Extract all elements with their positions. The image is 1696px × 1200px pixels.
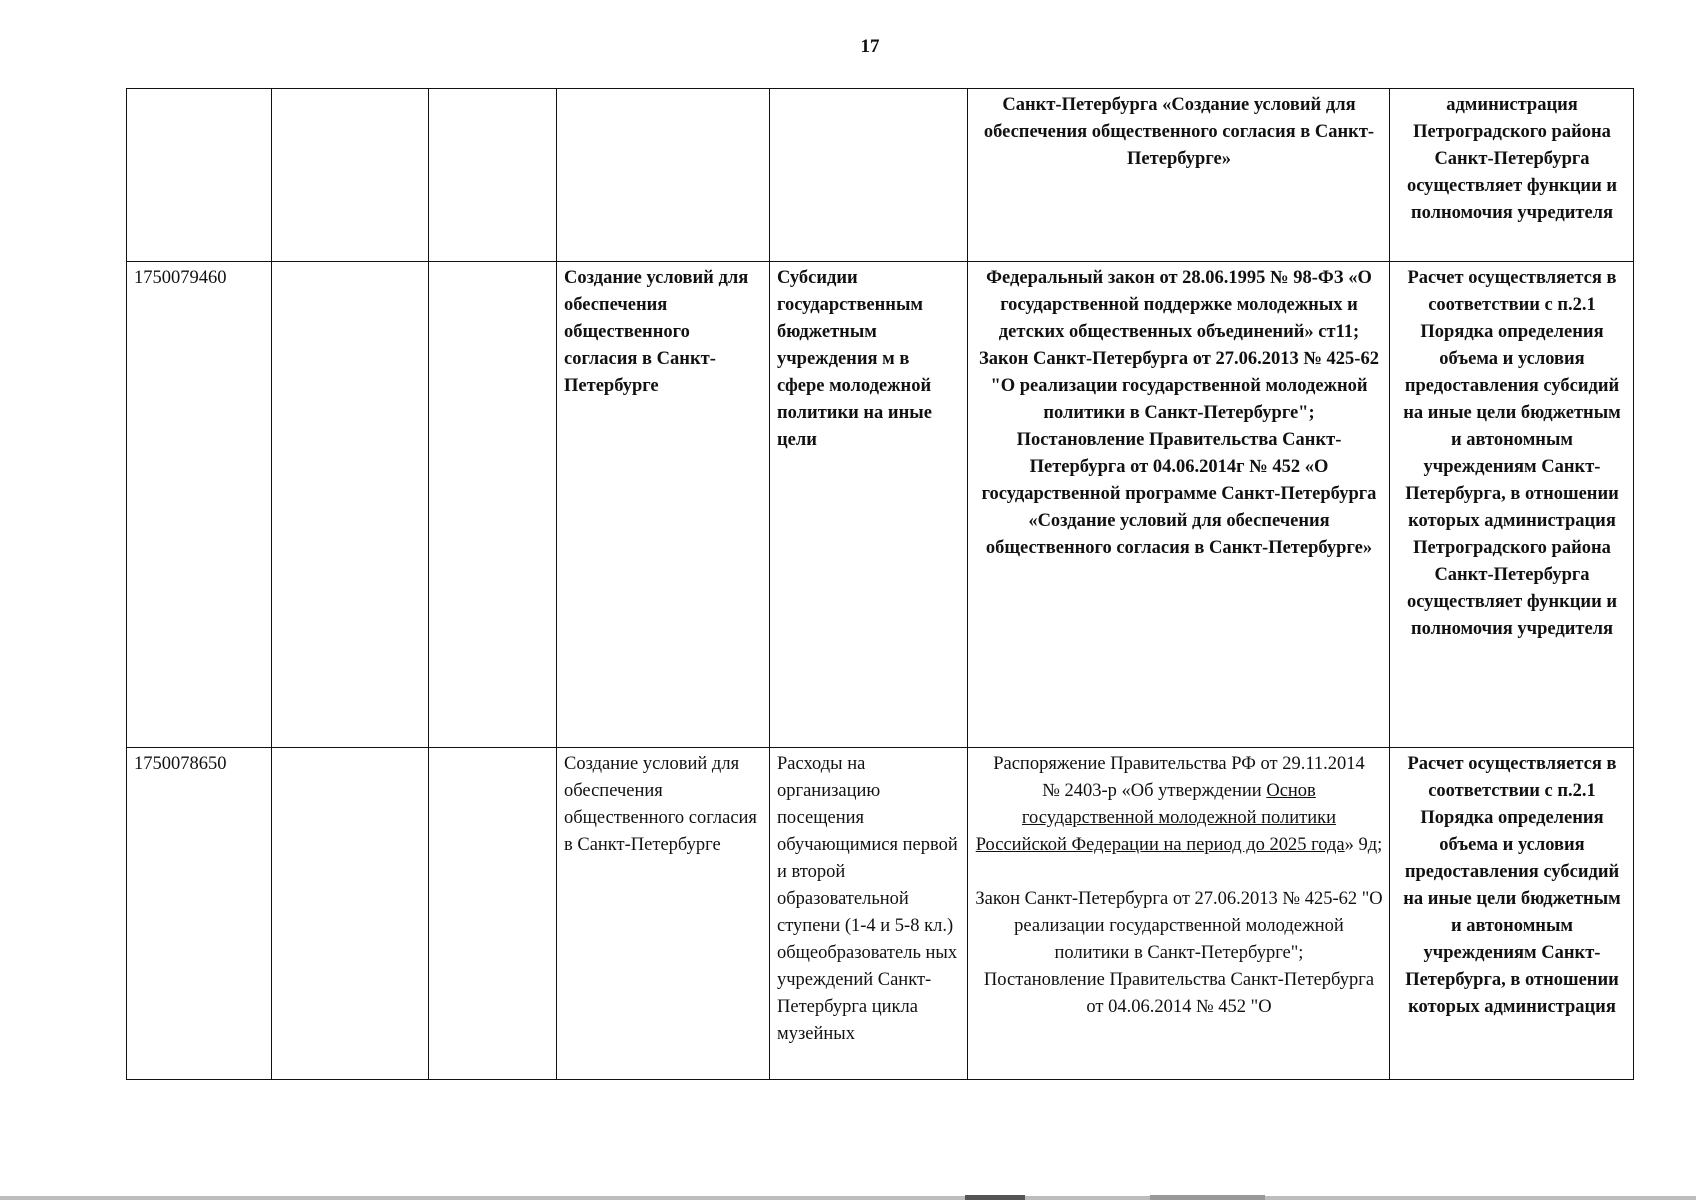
cell-col2 [272,262,428,747]
cell-col3 [429,89,556,261]
table-row [127,89,1634,262]
scan-mark [1150,1195,1265,1200]
cell-calculation: администрация Петроградского района Санкт-Петербурга осуществляет функции и полномочия учредителя [1406,95,1618,223]
cell-type: Субсидии государственным бюджетным учреждения м в сфере молодежной политики на иные цели [777,268,932,450]
cell-code: 1750079460 [134,268,227,288]
subsidy-table [126,88,1634,1080]
cell-col3 [429,748,556,1079]
cell-code: 1750078650 [134,754,227,774]
cell-legal-basis: Федеральный закон от 28.06.1995 № 98-ФЗ «О государственной поддержке молодежных и детских общественных объединений» ст11; Закон Санкт-Петербурга от 27.06.2013 № 425-62 "О реализации государственной молодежной политики в Санкт-Петербурге"; Постановление Правительства Санкт-Петербурга от 04.06.2014г № 452 «О государственной программе Санкт-Петербурга «Создание условий для обеспечения общественного согласия в Санкт-Петербурге» [979,268,1379,558]
cell-code [127,89,271,261]
cell-calculation: Расчет осуществляется в соответствии с п.2.1 Порядка определения объема и условия предоставления субсидий на иные цели бюджетным и автономным учреждениям Санкт-Петербурга, в отношении которых администрация Петроградского района Санкт-Петербурга осуществляет функции и полномочия учредителя [1403,268,1621,639]
cell-purpose: Создание условий для обеспечения общественного согласия в Санкт-Петербурге [564,754,757,855]
table-row [127,262,1634,748]
cell-purpose: Создание условий для обеспечения общественного согласия в Санкт-Петербурге [564,268,749,396]
legal-text-pre: Распоряжение Правительства РФ от 29.11.2014 № 2403-р «Об утверждении [993,754,1365,801]
cell-legal-basis [968,748,1389,1079]
page-number: 17 [860,36,880,57]
cell-purpose [557,89,769,261]
scan-bottom-edge [0,1196,1696,1200]
legal-text-post: » 9д; Закон Санкт-Петербурга от 27.06.2013 № 425-62 "О реализации государственной молодежной политики в Санкт-Петербурге"; Постановление Правительства Санкт-Петербурга от 04.06.2014 № 452 "О [975,835,1383,1017]
cell-col2 [272,89,428,261]
table-row [127,748,1634,1080]
scan-mark [965,1195,1025,1200]
cell-calculation: Расчет осуществляется в соответствии с п.2.1 Порядка определения объема и условия предоставления субсидий на иные цели бюджетным и автономным учреждениям Санкт-Петербурга, в отношении которых администрация [1403,754,1621,1017]
legal-underlined-title: Основ государственной молодежной политики Российской Федерации на период до 2025 года [975,781,1345,855]
cell-col2 [272,748,428,1079]
cell-type [770,89,967,261]
cell-legal-basis: Санкт-Петербурга «Создание условий для обеспечения общественного согласия в Санкт-Петербурге» [983,95,1375,169]
cell-type: Расходы на организацию посещения обучающимися первой и второй образовательной ступени (1-4 и 5-8 кл.) общеобразователь ных учреждений Санкт-Петербурга цикла музейных [777,754,958,1044]
cell-col3 [429,262,556,747]
